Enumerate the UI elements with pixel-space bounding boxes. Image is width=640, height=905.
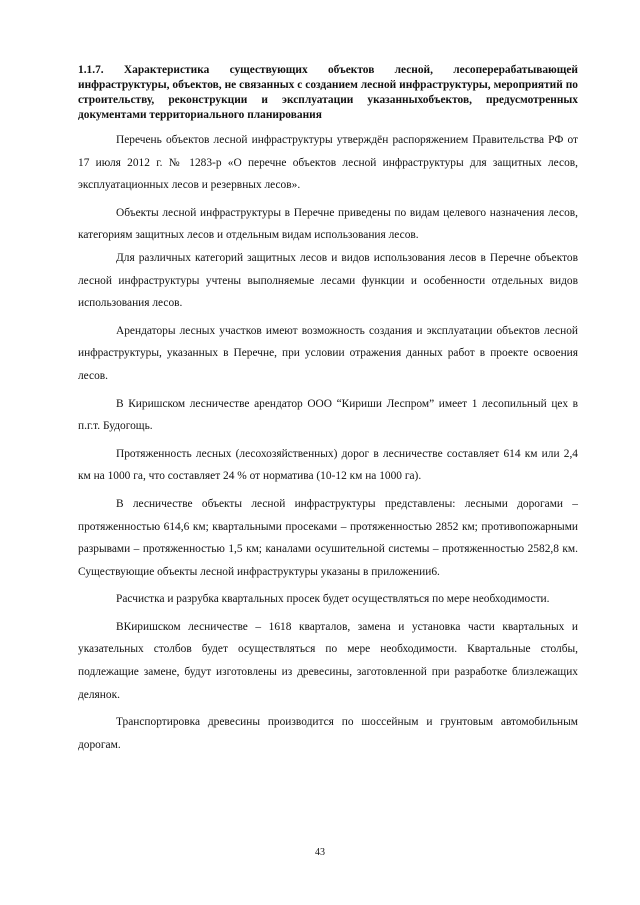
paragraph-forest-functions: Для различных категорий защитных лесов и видов использования лесов в Перечне объектов лесной инфраструктуры учтены выполняемые лесами функции и особенности отдельных видов использования лесов.: [78, 251, 578, 310]
paragraph-tenants: Арендаторы лесных участков имеют возможность создания и эксплуатации объектов лесной инфраструктуры, указанных в Перечне, при условии отражения данных работ в проекте освоения лесов.: [78, 324, 578, 382]
paragraph-object-categories: Объекты лесной инфраструктуры в Перечне приведены по видам целевого назначения лесов, категориям защитных лесов и отдельным видам использования лесов.: [78, 206, 578, 242]
paragraph-sawmill: В Киришском лесничестве арендатор ООО “Кириши Леспром” имеет 1 лесопильный цех в п.г.т. Будогощь.: [78, 397, 578, 433]
paragraph-infrastructure-list: Перечень объектов лесной инфраструктуры утверждён распоряжением Правительства РФ от 17 июля 2012 г. № 1283-р «О перечне объектов лесной инфраструктуры для защитных лесов, эксплуатационных лесов и резервных лесов».: [78, 134, 578, 192]
paragraph-clearing: Расчистка и разрубка квартальных просек будет осуществляться по мере необходимости.: [116, 593, 550, 606]
paragraph-transport: Транспортировка древесины производится по шоссейным и грунтовым автомобильным дорогам.: [78, 716, 578, 751]
paragraph-quarter-posts: ВКиришском лесничестве – 1618 кварталов, замена и установка части квартальных и указательных столбов будет осуществляться по мере необходимости. Квартальные столбы, подлежащие замене, будут изготовлены из древесины, заготовленной при разработке близлежащих делянок.: [78, 620, 578, 701]
paragraph-infrastructure-objects: В лесничестве объекты лесной инфраструктуры представлены: лесными дорогами – протяженностью 614,6 км; квартальными просеками – протяженностью 2852 км; противопожарными разрывами – протяженностью 1,5 км; каналами осушительной системы – протяженностью 2582,8 км. Существующие объекты лесной инфраструктуры указаны в приложении6.: [78, 497, 578, 578]
page-number: 43: [315, 847, 325, 858]
section-heading: 1.1.7. Характеристика существующих объектов лесной, лесоперерабатывающей инфраструктуры, объектов, не связанных с созданием лесной инфраструктуры, мероприятий по строительству, реконструкции и эксплуатации указанныхобъектов, предусмотренных документами территориального планирования: [78, 64, 578, 121]
paragraph-road-length: Протяженность лесных (лесохозяйственных) дорог в лесничестве составляет 614 км или 2,4 км на 1000 га, что составляет 24 % от норматива (10-12 км на 1000 га).: [78, 447, 578, 483]
